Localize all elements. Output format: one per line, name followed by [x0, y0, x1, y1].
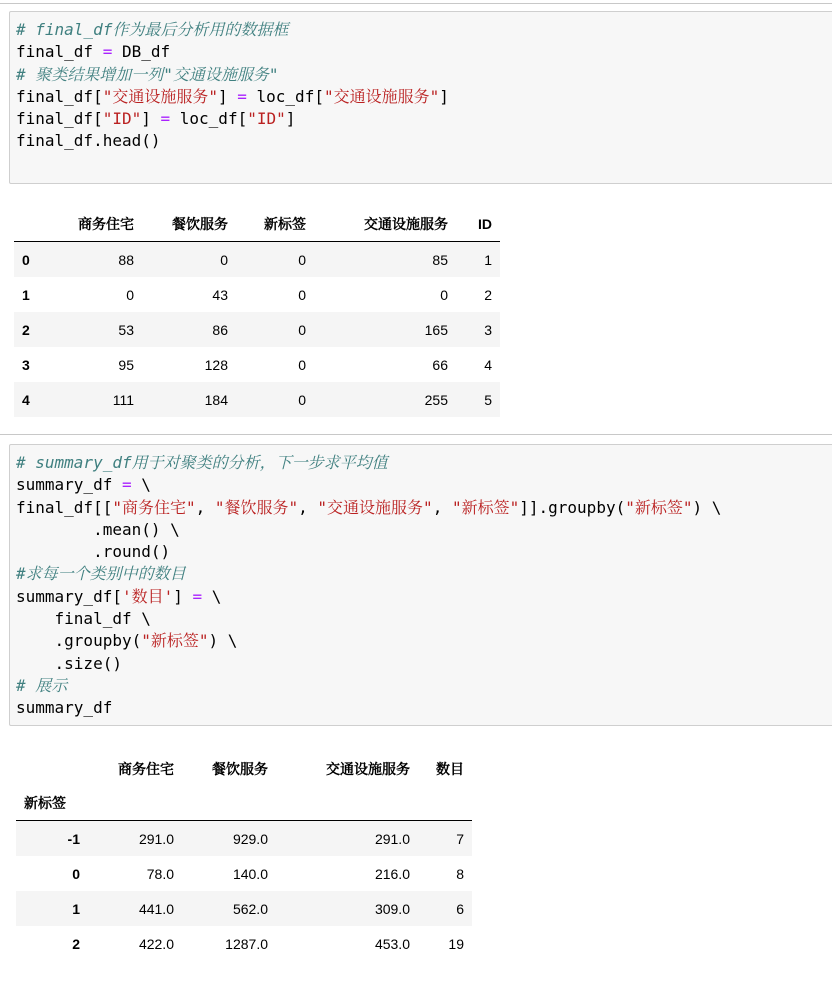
code-token: "新标签" — [141, 631, 209, 651]
code-line — [16, 653, 721, 675]
code-token: ] — [141, 109, 161, 129]
code-line — [16, 474, 721, 496]
column-header: 餐饮服务 — [212, 761, 268, 777]
row-index: 1 — [22, 286, 30, 303]
code-token: DB_df — [112, 42, 171, 62]
table-cell: 2 — [484, 286, 492, 303]
table-cell: 291.0 — [276, 821, 418, 857]
table-cell: 8 — [456, 865, 464, 882]
table-cell: 453.0 — [374, 935, 410, 952]
table-cell: 85 — [314, 242, 456, 278]
code-line — [16, 675, 721, 697]
cell-separator — [0, 3, 832, 4]
table-row — [14, 312, 500, 347]
table-cell: 291.0 — [88, 821, 182, 857]
code-token: ] — [173, 586, 193, 606]
code-token: , — [432, 497, 452, 517]
code-token: final_df \ — [16, 609, 151, 629]
code-token: = — [192, 586, 203, 606]
table-row — [16, 821, 472, 857]
code-token: ) \ — [208, 631, 238, 651]
table-row — [16, 891, 472, 926]
empty-header-cell — [418, 786, 472, 821]
empty-header-cell — [182, 786, 276, 821]
table-header-row — [16, 752, 472, 786]
code-token: "新标签" — [451, 497, 520, 517]
code-token: .size() — [16, 653, 122, 673]
code-token: ] — [217, 86, 238, 106]
code-token: "新标签" — [625, 497, 693, 517]
column-header: 餐饮服务 — [142, 207, 236, 242]
table-cell: 441.0 — [88, 891, 182, 926]
table-row — [14, 382, 500, 417]
code-token: '数目' — [121, 586, 174, 606]
code-line — [16, 697, 721, 719]
empty-header-cell — [88, 786, 182, 821]
code-line — [16, 64, 449, 86]
code-line — [16, 541, 721, 563]
dataframe-output-1 — [14, 207, 500, 417]
cell-separator — [0, 434, 832, 435]
table-cell: 7 — [418, 821, 472, 857]
column-header: 新标签 — [236, 207, 314, 242]
table-cell: 255 — [314, 382, 456, 417]
dataframe-output-2 — [16, 752, 472, 961]
code-line — [16, 630, 721, 652]
table-cell: 309.0 — [276, 891, 418, 926]
column-header: 交通设施服务 — [314, 207, 456, 242]
table-cell: 4 — [484, 356, 492, 373]
code-token: .mean() \ — [16, 519, 180, 539]
table-cell: 3 — [456, 312, 500, 347]
column-header: 数目 — [436, 761, 464, 777]
code-line — [16, 41, 449, 63]
row-index: 0 — [72, 865, 80, 882]
column-header: 交通设施服务 — [326, 761, 410, 777]
index-name-row — [16, 786, 472, 821]
code-cell-2[interactable] — [9, 444, 832, 726]
code-line — [16, 497, 721, 519]
table-cell: 216.0 — [374, 865, 410, 882]
table-cell: 562.0 — [182, 891, 276, 926]
table-cell: 1 — [456, 242, 500, 278]
code-token: final_df[ — [16, 86, 103, 106]
code-token: # final_df作为最后分析用的数据框 — [16, 20, 289, 39]
table-cell: 165 — [314, 312, 456, 347]
table-cell: 0 — [236, 242, 314, 278]
table-cell: 128 — [204, 356, 228, 373]
table-cell: 184 — [142, 382, 236, 417]
code-token: # 聚类结果增加一列"交通设施服务" — [16, 64, 279, 84]
column-header — [16, 752, 88, 786]
table-cell: 1287.0 — [225, 935, 268, 952]
code-token: .round() — [16, 542, 171, 562]
table-cell: 0 — [236, 382, 314, 417]
code-token: "交通设施服务" — [323, 86, 440, 106]
code-token: = — [102, 42, 113, 62]
table-cell: 422.0 — [138, 935, 174, 952]
code-token: final_df.head() — [16, 131, 161, 151]
table-header-row — [14, 207, 500, 242]
index-name: 新标签 — [16, 786, 88, 821]
table-cell: 0 — [126, 286, 134, 303]
code-cell-1[interactable] — [9, 11, 832, 184]
code-token: , — [298, 497, 318, 517]
table-cell: 140.0 — [232, 865, 268, 882]
table-cell: 95 — [118, 356, 134, 373]
code-token: = — [160, 109, 171, 129]
code-token: "餐饮服务" — [214, 497, 299, 517]
code-token: = — [237, 86, 247, 106]
code-token: "ID" — [247, 109, 286, 129]
code-token: = — [121, 475, 132, 495]
code-token: loc_df[ — [170, 109, 248, 129]
column-header: 商务住宅 — [118, 761, 174, 777]
code-line — [16, 519, 721, 541]
table-cell: 66 — [432, 356, 448, 373]
code-token: \ — [202, 586, 222, 606]
code-token: "交通设施服务" — [317, 497, 433, 517]
code-token: # 展示 — [16, 675, 68, 695]
row-index: 0 — [14, 242, 64, 278]
code-line — [16, 130, 449, 152]
table-cell: 88 — [64, 242, 142, 278]
code-token: ] — [439, 86, 449, 106]
table-cell: 19 — [448, 935, 464, 952]
code-line — [16, 452, 721, 474]
code-token: final_df — [16, 42, 103, 62]
code-token: "商务住宅" — [112, 497, 196, 517]
column-header: ID — [456, 207, 500, 242]
row-index: 2 — [14, 312, 64, 347]
row-index: 1 — [16, 891, 88, 926]
code-token: "ID" — [102, 109, 142, 129]
table-cell: 78.0 — [146, 865, 174, 882]
table-row — [14, 277, 500, 312]
code-line — [16, 586, 721, 608]
row-index: 3 — [22, 356, 30, 373]
table-cell: 0 — [298, 356, 306, 373]
table-cell: 0 — [236, 312, 314, 347]
table-row — [16, 926, 472, 961]
code-token: "交通设施服务" — [102, 86, 218, 106]
table-cell: 929.0 — [182, 821, 276, 857]
code-line — [16, 19, 449, 41]
column-header — [14, 207, 64, 242]
code-editor-2[interactable] — [16, 452, 721, 720]
row-index: 2 — [72, 935, 80, 952]
table-cell: 43 — [212, 286, 228, 303]
column-header: 商务住宅 — [64, 207, 142, 242]
table-row — [14, 347, 500, 382]
code-editor-1[interactable] — [16, 19, 449, 153]
code-token: ) \ — [692, 497, 722, 517]
table-cell: 53 — [64, 312, 142, 347]
code-token: summary_df — [16, 475, 122, 495]
code-token: loc_df[ — [246, 86, 324, 106]
table-row — [14, 242, 500, 278]
code-line — [16, 86, 449, 108]
code-token: ] — [285, 109, 296, 129]
code-line — [16, 563, 721, 585]
code-line — [16, 608, 721, 630]
code-token: #求每一个类别中的数目 — [16, 564, 186, 584]
code-token: final_df[[ — [16, 497, 113, 517]
empty-header-cell — [276, 786, 418, 821]
table-row — [16, 856, 472, 891]
table-cell: 5 — [456, 382, 500, 417]
table-cell: 111 — [64, 382, 142, 417]
code-token: , — [195, 497, 215, 517]
code-token: ]].groupby( — [519, 497, 626, 517]
code-line — [16, 108, 449, 130]
code-token: summary_df — [16, 698, 113, 718]
table-cell: 0 — [440, 286, 448, 303]
table-cell: 0 — [298, 286, 306, 303]
row-index: -1 — [16, 821, 88, 857]
table-cell: 6 — [418, 891, 472, 926]
code-token: # summary_df用于对聚类的分析，下一步求平均值 — [16, 453, 388, 472]
row-index: 4 — [14, 382, 64, 417]
code-token: final_df[ — [16, 109, 103, 129]
code-token: .groupby( — [16, 631, 142, 651]
code-token: summary_df[ — [16, 586, 122, 606]
table-cell: 0 — [142, 242, 236, 278]
code-token: \ — [131, 475, 151, 495]
table-cell: 86 — [142, 312, 236, 347]
